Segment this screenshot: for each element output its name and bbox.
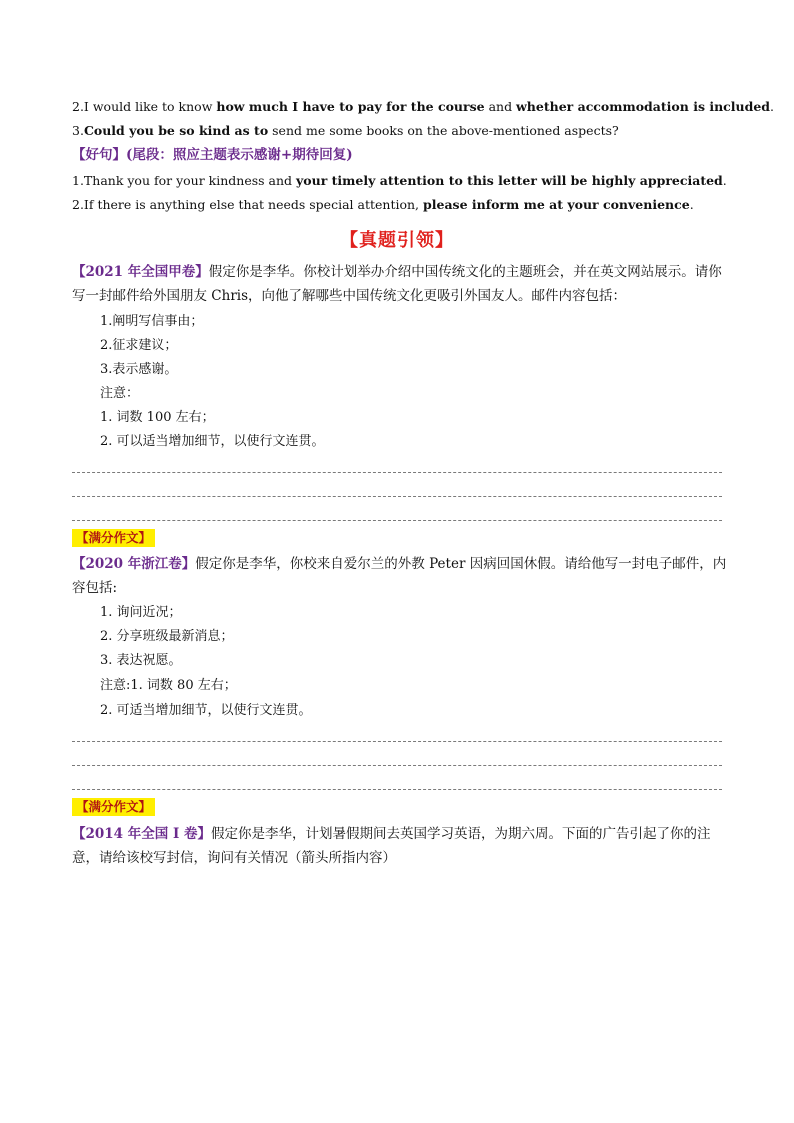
list-item: 1. 词数 100 左右；: [100, 410, 215, 425]
list-item: 1.阐明写信事由；: [100, 314, 204, 329]
question-year: 【2020 年浙江卷】: [72, 556, 196, 572]
question-text: 假定你是李华，计划暑假期间去英国学习英语，为期六周。下面的广告引起了你的注意，请给该校写封信，询问有关情况（箭头所指内容）: [72, 826, 711, 866]
answer-line: [72, 741, 722, 742]
question-2021: [72, 260, 728, 308]
ending-heading: 【好句】(尾段：照应主题表示感谢+期待回复): [72, 147, 353, 163]
section-title: 【真题引领】: [340, 230, 454, 251]
answer-line: [72, 496, 722, 497]
ending-sentence-2: 2.If there is anything else that needs special attention, please inform me at your convenience.: [72, 197, 694, 212]
list-item: 1. 询问近况；: [100, 605, 182, 620]
full-score-badge: 【满分作文】: [72, 529, 155, 547]
question-year: 【2021 年全国甲卷】: [72, 264, 209, 280]
ending-sentence-1: 1.Thank you for your kindness and your timely attention to this letter will be highly appreciated.: [72, 173, 727, 188]
list-item: 注意:1. 词数 80 左右；: [100, 678, 237, 693]
answer-line: [72, 765, 722, 766]
answer-line: [72, 789, 722, 790]
list-item: 2.征求建议；: [100, 338, 178, 353]
full-score-badge: 【满分作文】: [72, 798, 155, 816]
list-item: 3. 表达祝愿。: [100, 653, 182, 668]
list-item: 2. 可适当增加细节，以使行文连贯。: [100, 703, 312, 718]
list-item: 2. 分享班级最新消息；: [100, 629, 234, 644]
question-text: 假定你是李华。你校计划举办介绍中国传统文化的主题班会，并在英文网站展示。请你写一封邮件给外国朋友 Chris，向他了解哪些中国传统文化更吸引外国友人。邮件内容包括：: [72, 264, 722, 304]
question-year: 【2014 年全国 I 卷】: [72, 826, 211, 842]
list-item: 2. 可以适当增加细节，以使行文连贯。: [100, 434, 325, 449]
sentence-3: 3.Could you be so kind as to send me some books on the above-mentioned aspects?: [72, 123, 619, 138]
question-text: 假定你是李华，你校来自爱尔兰的外教 Peter 因病回国休假。请给他写一封电子邮件，内容包括:: [72, 556, 727, 596]
answer-line: [72, 472, 722, 473]
question-2014: [72, 822, 728, 870]
note-label: 注意：: [100, 386, 140, 401]
answer-line: [72, 520, 722, 521]
list-item: 3.表示感谢。: [100, 362, 178, 377]
question-2020: [72, 552, 728, 600]
sentence-2: 2.I would like to know how much I have to pay for the course and whether accommodation is included.: [72, 99, 775, 114]
